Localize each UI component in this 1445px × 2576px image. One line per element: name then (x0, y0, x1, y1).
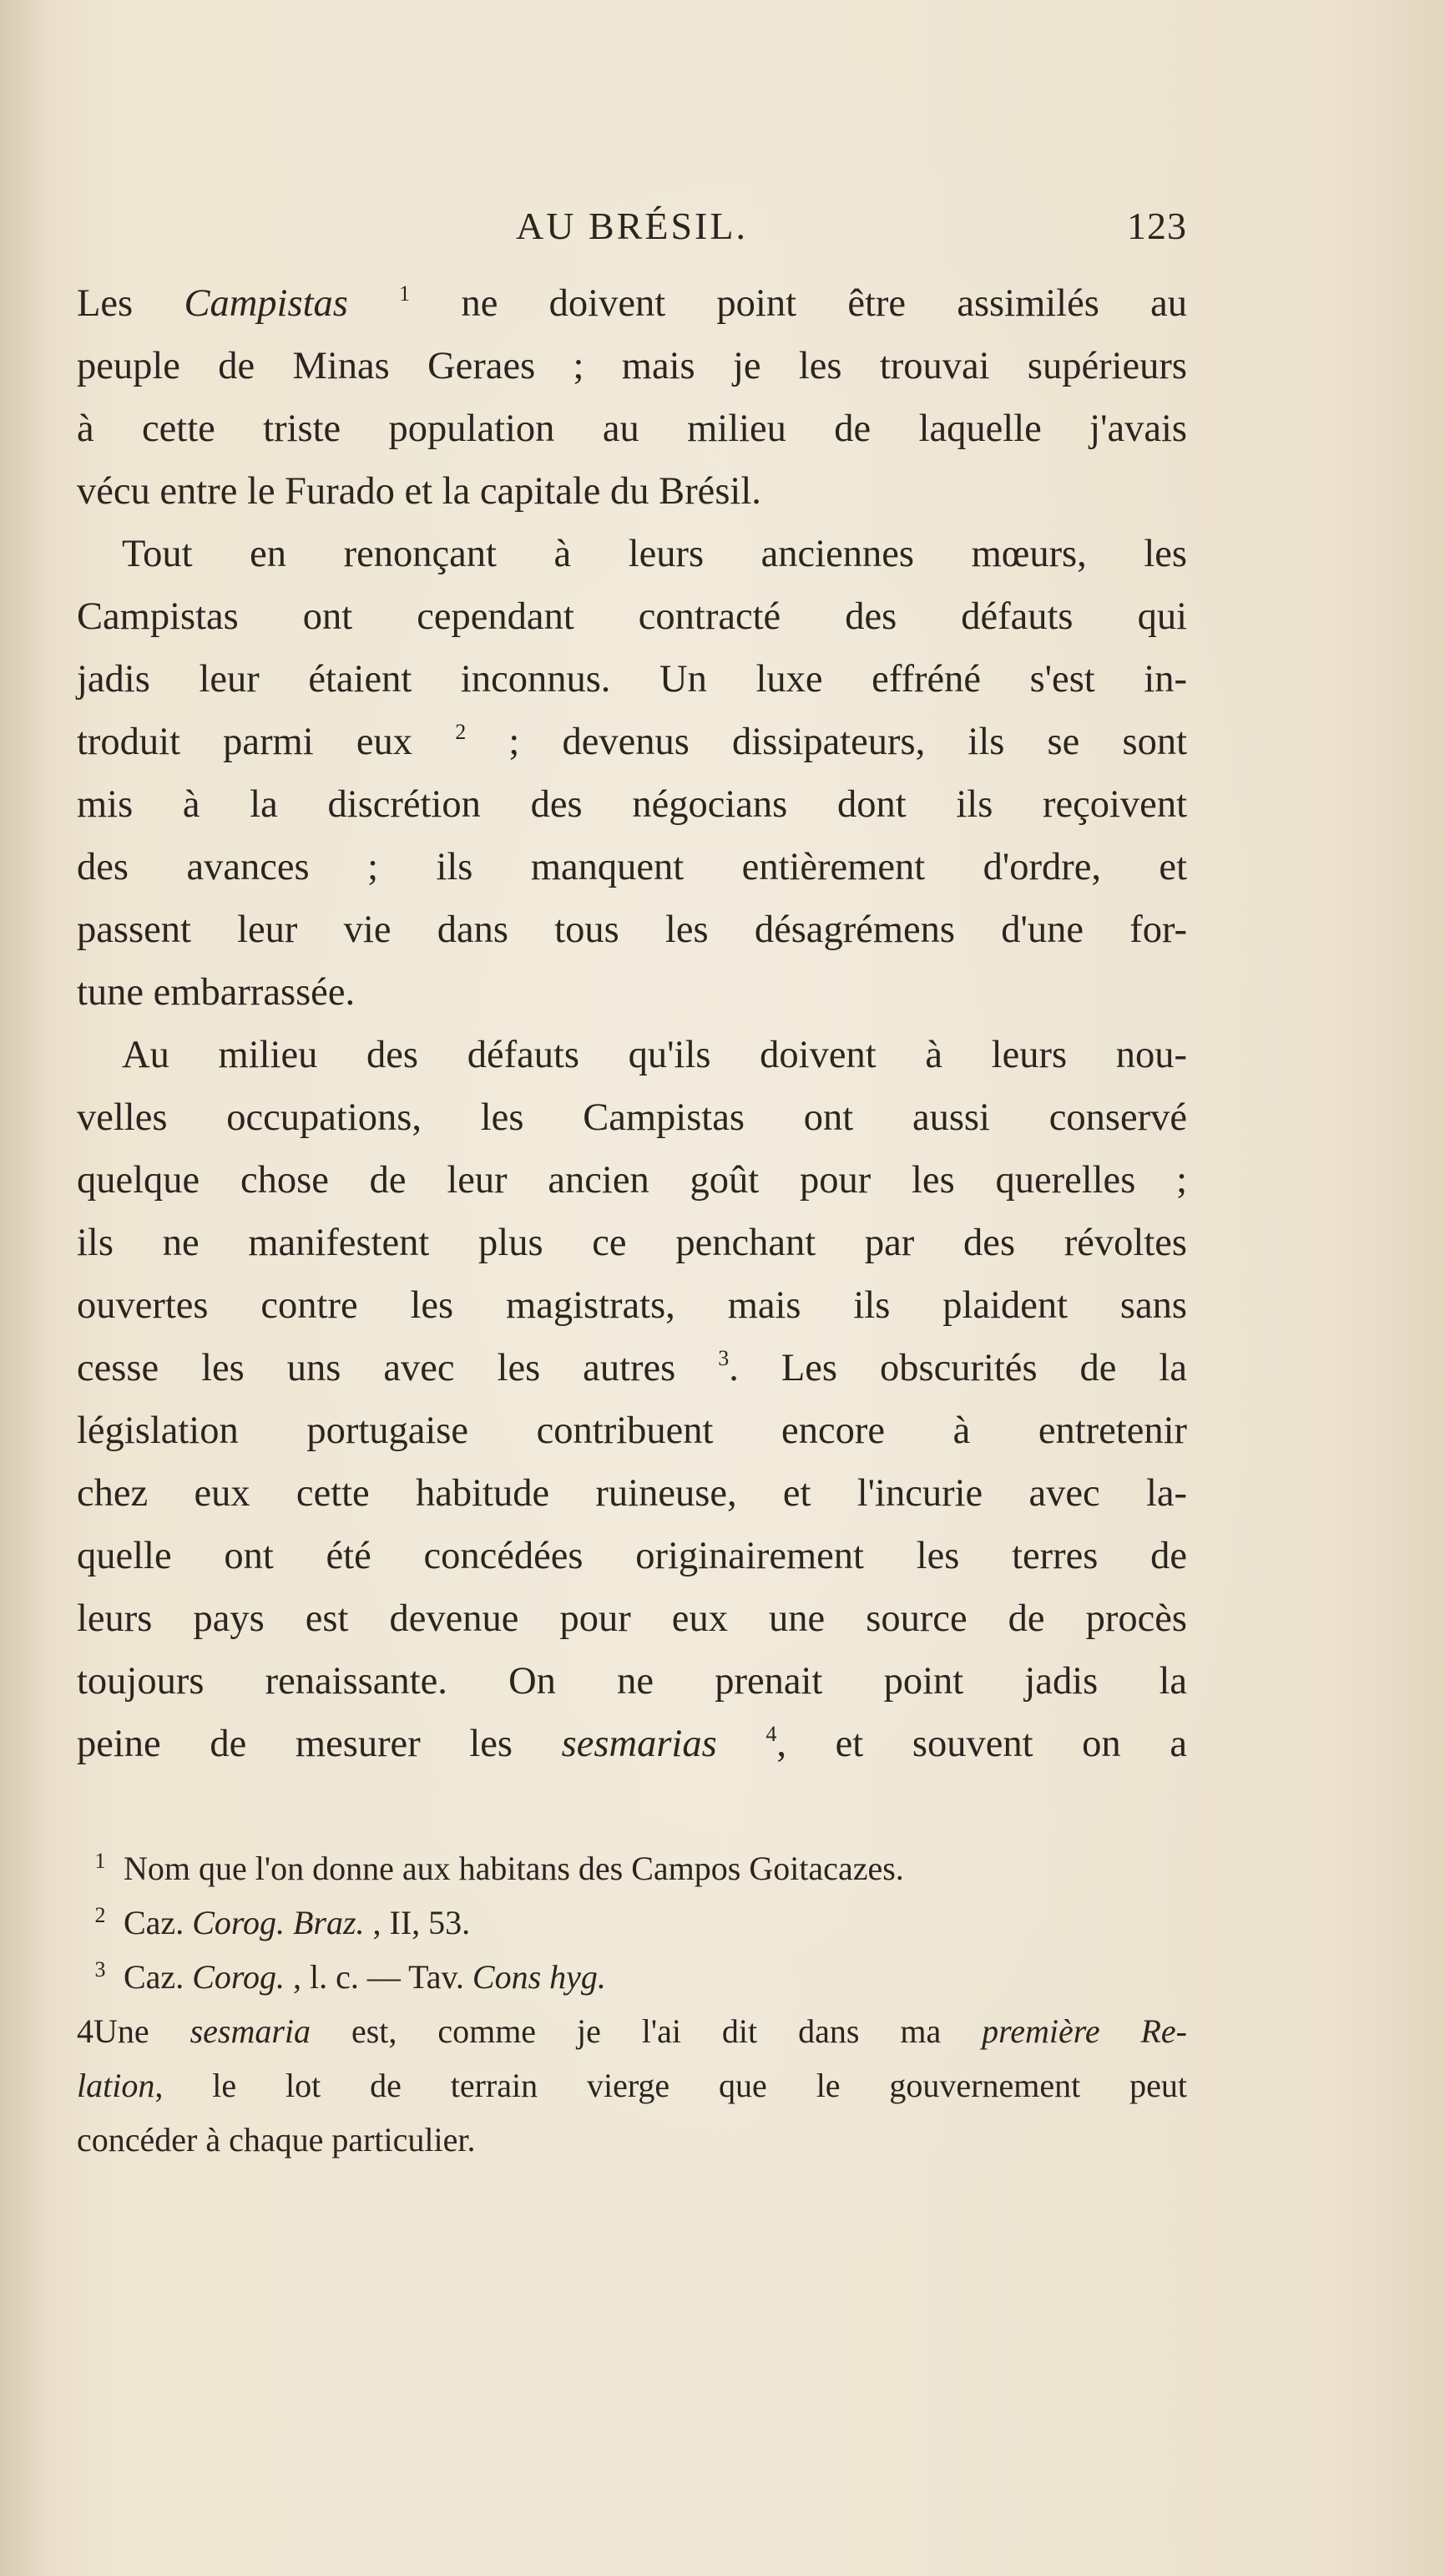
footnote-1: 1 Nom que l'on donne aux habitans des Campos Goitacazes. (94, 1849, 904, 1887)
text-line: jadis leur étaient inconnus. Un luxe effréné s'est in- (77, 658, 1187, 701)
text-line: quelle ont été concédées originairement les terres de (77, 1535, 1187, 1577)
footnote-ref: 1 (399, 281, 411, 306)
text-line: à cette triste population au milieu de laquelle j'avais (77, 407, 1187, 450)
page-number: 123 (1127, 205, 1187, 247)
footnote-ref: 3 (718, 1346, 730, 1370)
text-line: des avances ; ils manquent entièrement d'ordre, et (77, 846, 1187, 888)
text-line: toujours renaissante. On ne prenait point jadis la (77, 1660, 1187, 1703)
footnote-3: 3 Caz. Corog. , l. c. — Tav. Cons hyg. (94, 1957, 606, 1996)
text-line: Au milieu des défauts qu'ils doivent à leurs nou- (122, 1034, 1187, 1076)
italic-term: sesmarias (561, 1723, 717, 1765)
running-head (77, 197, 1187, 272)
text-line: troduit parmi eux $^2$ ; devenus dissipateurs, ils se sont (77, 720, 1188, 763)
text-line: Tout en renonçant à leurs anciennes mœurs, les (122, 533, 1187, 575)
text-line: passent leur vie dans tous les désagrémens d'une for- (77, 908, 1187, 951)
paragraph-2 (77, 523, 1187, 1024)
text-line: législation portugaise contribuent encore à entretenir (77, 1409, 1187, 1452)
text-line: leurs pays est devenue pour eux une source de procès (77, 1597, 1187, 1640)
text-line: vécu entre le Furado et la capitale du Brésil. (77, 470, 761, 513)
text-line: ouvertes contre les magistrats, mais ils plaident sans (77, 1284, 1187, 1327)
text-line: tune embarrassée. (77, 971, 356, 1014)
footnotes (77, 1841, 1187, 2167)
footnote-mark: 4 (77, 2012, 93, 2050)
main-text-block (77, 197, 1187, 1775)
footnote-ref: 4 (765, 1722, 777, 1746)
text-line: cesse les uns avec les autres $^3$. Les obscurités de la (77, 1346, 1187, 1389)
text-line: quelque chose de leur ancien goût pour les querelles ; (77, 1159, 1187, 1202)
running-title: AU BRÉSIL. (516, 205, 748, 247)
footnote-4: 4Une sesmaria est, comme je l'ai dit dans ma première Re- (77, 2012, 1188, 2050)
text-line: peine de mesurer les sesmarias $^4$, et souvent on a (77, 1722, 1187, 1765)
text-line: ils ne manifestent plus ce penchant par des révoltes (77, 1222, 1187, 1264)
italic-term: Campistas (184, 282, 348, 325)
paragraph-1 (77, 272, 1187, 523)
footnote-4-line-2: lation, le lot de terrain vierge que le gouvernement peut (77, 2067, 1187, 2104)
body-text (77, 272, 1187, 1775)
footnote-4-line-3: concéder à chaque particulier. (77, 2121, 476, 2158)
text-line: Campistas ont cependant contracté des défauts qui (77, 595, 1187, 638)
text-line: chez eux cette habitude ruineuse, et l'incurie avec la- (77, 1472, 1187, 1515)
footnote-2: 2 Caz. Corog. Braz. , II, 53. (94, 1903, 471, 1941)
text-line: Les Campistas $^1$ ne doivent point être assimilés au (77, 281, 1188, 325)
text-line: velles occupations, les Campistas ont aussi conservé (77, 1096, 1187, 1139)
page-fold-shadow (0, 0, 50, 2576)
text-line: mis à la discrétion des négocians dont ils reçoivent (77, 783, 1187, 826)
paragraph-3 (77, 1024, 1187, 1775)
text-line: peuple de Minas Geraes ; mais je les trouvai supérieurs (77, 345, 1187, 387)
footnote-ref: 2 (455, 720, 467, 744)
